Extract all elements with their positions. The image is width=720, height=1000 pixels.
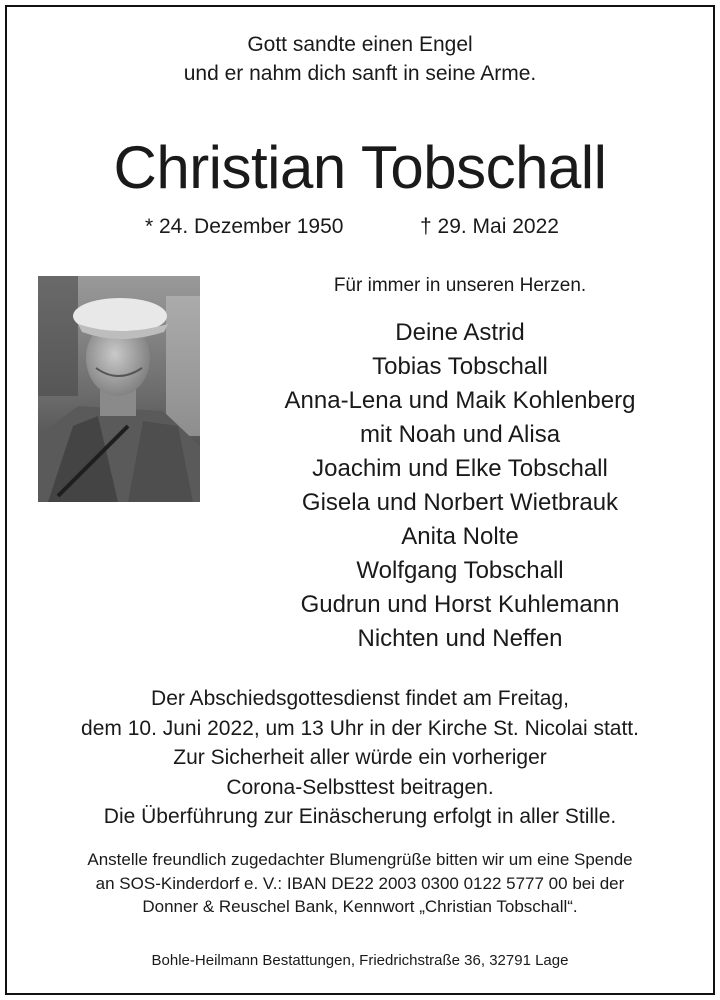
mourner: Anita Nolte <box>401 523 519 550</box>
mourner: Nichten und Neffen <box>357 625 563 652</box>
donation-line: Donner & Reuschel Bank, Kennwort „Christian Tobschall“. <box>142 897 578 916</box>
funeral-home-footer: Bohle-Heilmann Bestattungen, Friedrichstraße 36, 32791 Lage <box>151 952 569 969</box>
mourners-list <box>220 316 700 656</box>
donation-line: Anstelle freundlich zugedachter Blumengrüße bitten wir um eine Spende <box>87 850 633 869</box>
service-line: Corona-Selbsttest beitragen. <box>226 775 494 799</box>
service-line: dem 10. Juni 2022, um 13 Uhr in der Kirche St. Nicolai statt. <box>81 716 639 740</box>
mourner: Gudrun und Horst Kuhlemann <box>300 591 620 618</box>
death-date: † 29. Mai 2022 <box>420 215 559 238</box>
donation-notice <box>0 848 720 919</box>
deceased-name: Christian Tobschall <box>113 134 607 201</box>
mourner: mit Noah und Alisa <box>359 421 561 448</box>
mourner: Anna-Lena und Maik Kohlenberg <box>284 387 636 414</box>
mourner: Joachim und Elke Tobschall <box>312 455 608 482</box>
life-dates <box>0 212 720 242</box>
mourner: Wolfgang Tobschall <box>356 557 564 584</box>
verse-line-1: Gott sandte einen Engel <box>247 33 473 56</box>
service-line: Die Überführung zur Einäscherung erfolgt in aller Stille. <box>103 805 617 828</box>
donation-line: an SOS-Kinderdorf e. V.: IBAN DE22 2003 0300 0122 5777 00 bei der <box>95 873 625 893</box>
service-line: Zur Sicherheit aller würde ein vorheriger <box>173 746 547 769</box>
service-line: Der Abschiedsgottesdienst findet am Freitag, <box>151 687 569 710</box>
service-notice <box>0 684 720 832</box>
verse-line-2: und er nahm dich sanft in seine Arme. <box>183 62 537 85</box>
mourner: Tobias Tobschall <box>372 353 548 380</box>
mourner: Deine Astrid <box>395 319 525 346</box>
verse <box>0 30 720 88</box>
motto: Für immer in unseren Herzen. <box>333 275 587 296</box>
mourner: Gisela und Norbert Wietbrauk <box>301 489 619 516</box>
portrait-photo <box>38 276 200 502</box>
birth-date: * 24. Dezember 1950 <box>145 215 344 238</box>
